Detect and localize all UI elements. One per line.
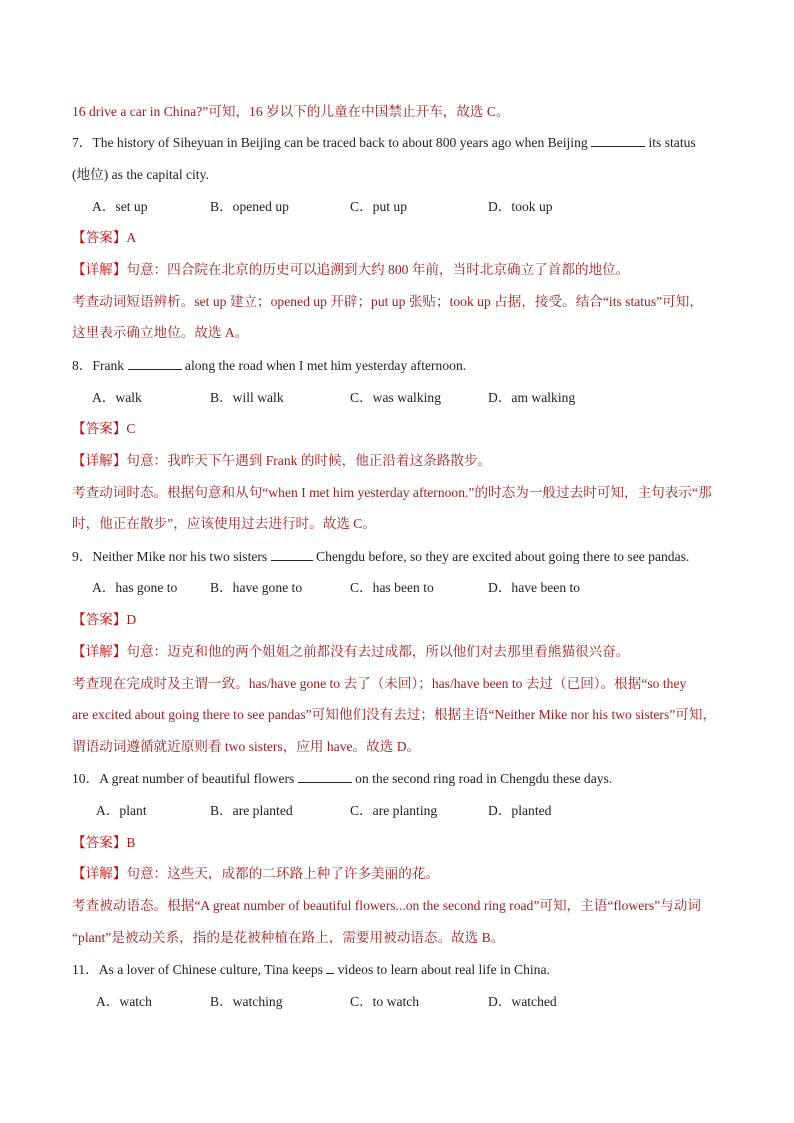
question-10-option-b: B．are planted <box>210 803 293 818</box>
question-9-detail-1: 【详解】句意：迈克和他的两个姐姐之前都没有去过成都，所以他们对去那里看熊猫很兴奋。 <box>72 644 630 659</box>
question-7-option-c: C．put up <box>350 199 408 214</box>
prev-answer-explanation: 16 drive a car in China?”可知，16 岁以下的儿童在中国禁止开车，故选 C。 <box>72 104 510 119</box>
answer-value: A <box>126 230 137 245</box>
question-9-answer <box>72 610 136 630</box>
question-8-blank <box>128 357 182 370</box>
question-8-option-b: B．will walk <box>210 390 284 405</box>
question-8-option-a: A．walk <box>92 390 142 405</box>
question-9-detail-4: 谓语动词遵循就近原则看 two sisters，应用 have。故选 D。 <box>72 739 421 754</box>
question-9-blank <box>271 548 313 561</box>
detail-tag: 【详解】 <box>72 866 127 881</box>
answer-value: D <box>126 612 137 627</box>
question-8-detail-1: 【详解】句意：我昨天下午遇到 Frank 的时候，他正沿着这条路散步。 <box>72 453 492 468</box>
question-10-option-c: C．are planting <box>350 803 438 818</box>
question-10-answer <box>72 833 135 853</box>
question-9-detail-3: are excited about going there to see pandas”可知他们没有去过；根据主语“Neither Mike nor his two sisters”可知， <box>72 707 717 722</box>
question-10-option-d: D．planted <box>488 803 552 818</box>
question-7-answer <box>72 228 136 248</box>
question-10-detail-2: 考查被动语态。根据“A great number of beautiful flowers...on the second ring road”可知，主语“flowers”与动词 <box>72 898 701 913</box>
detail-tag: 【详解】 <box>72 262 127 277</box>
question-10-detail-1: 【详解】句意：这些天，成都的二环路上种了许多美丽的花。 <box>72 866 440 881</box>
question-9-option-a: A．has gone to <box>92 580 178 595</box>
question-7-detail-2: 考查动词短语辨析。set up 建立；opened up 开辟；put up 张贴；took up 占据，接受。结合“its status”可知， <box>72 294 703 309</box>
detail-tag: 【详解】 <box>72 644 127 659</box>
answer-tag: 【答案】 <box>72 612 127 627</box>
question-8-answer <box>72 419 135 439</box>
question-10-detail-3: “plant”是被动关系，指的是花被种植在路上，需要用被动语态。故选 B。 <box>72 930 505 945</box>
question-11-stem-part-b: videos to learn about real life in China. <box>334 962 550 977</box>
question-11-number: 11． <box>72 962 99 977</box>
question-8-detail-3: 时，他正在散步”，应该使用过去进行时。故选 C。 <box>72 516 376 531</box>
question-9-detail-2: 考查现在完成时及主谓一致。has/have gone to 去了（未回）；has/have been to 去过（已回）。根据“so they <box>72 676 687 691</box>
answer-value: C <box>126 421 136 436</box>
question-7-stem <box>72 133 696 153</box>
question-11-option-d: D．watched <box>488 994 557 1009</box>
answer-value: B <box>126 835 136 850</box>
answer-tag: 【答案】 <box>72 230 127 245</box>
question-9-stem <box>72 547 689 567</box>
question-11-stem-part-a: As a lover of Chinese culture, Tina keeps <box>98 962 327 977</box>
question-8-number: 8． <box>72 358 93 373</box>
question-8-option-d: D．am walking <box>488 390 576 405</box>
question-11-option-c: C．to watch <box>350 994 420 1009</box>
question-8-stem-part-a: Frank <box>92 358 128 373</box>
question-7-stem-part-a: The history of Siheyuan in Beijing can be traced back to about 800 years ago when Beijing <box>92 135 592 150</box>
question-10-stem-part-a: A great number of beautiful flowers <box>99 771 298 786</box>
question-7-stem-line-2: (地位) as the capital city. <box>72 167 209 182</box>
question-10-stem <box>72 769 612 789</box>
question-8-detail-2: 考查动词时态。根据句意和从句“when I met him yesterday afternoon.”的时态为一般过去时可知，主句表示“那 <box>72 485 712 500</box>
question-8-stem-part-b: along the road when I met him yesterday afternoon. <box>181 358 467 373</box>
question-7-detail-3: 这里表示确立地位。故选 A。 <box>72 325 249 340</box>
question-7-stem-part-b: its status <box>645 135 696 150</box>
question-9-stem-part-b: Chengdu before, so they are excited about going there to see pandas. <box>312 549 690 564</box>
question-7-option-d: D．took up <box>488 199 553 214</box>
question-9-stem-part-a: Neither Mike nor his two sisters <box>92 549 271 564</box>
question-9-option-d: D．have been to <box>488 580 581 595</box>
answer-tag: 【答案】 <box>72 421 127 436</box>
question-11-stem <box>72 960 550 980</box>
question-7-detail-1: 【详解】句意：四合院在北京的历史可以追溯到大约 800 年前，当时北京确立了首都的地位。 <box>72 262 630 277</box>
question-7-option-b: B．opened up <box>210 199 289 214</box>
question-9-number: 9． <box>72 549 93 564</box>
question-8-option-c: C．was walking <box>350 390 441 405</box>
question-8-stem <box>72 356 466 376</box>
question-10-number: 10． <box>72 771 100 786</box>
question-10-option-a: A．plant <box>96 803 147 818</box>
question-7-option-a: A．set up <box>92 199 148 214</box>
question-7-number: 7． <box>72 135 93 150</box>
answer-tag: 【答案】 <box>72 835 127 850</box>
detail-tag: 【详解】 <box>72 453 127 468</box>
question-10-stem-part-b: on the second ring road in Chengdu these days. <box>351 771 613 786</box>
question-9-option-b: B．have gone to <box>210 580 303 595</box>
question-10-blank <box>298 770 352 783</box>
question-7-blank <box>591 134 645 147</box>
question-11-option-a: A．watch <box>96 994 152 1009</box>
question-11-option-b: B．watching <box>210 994 283 1009</box>
question-9-option-c: C．has been to <box>350 580 434 595</box>
